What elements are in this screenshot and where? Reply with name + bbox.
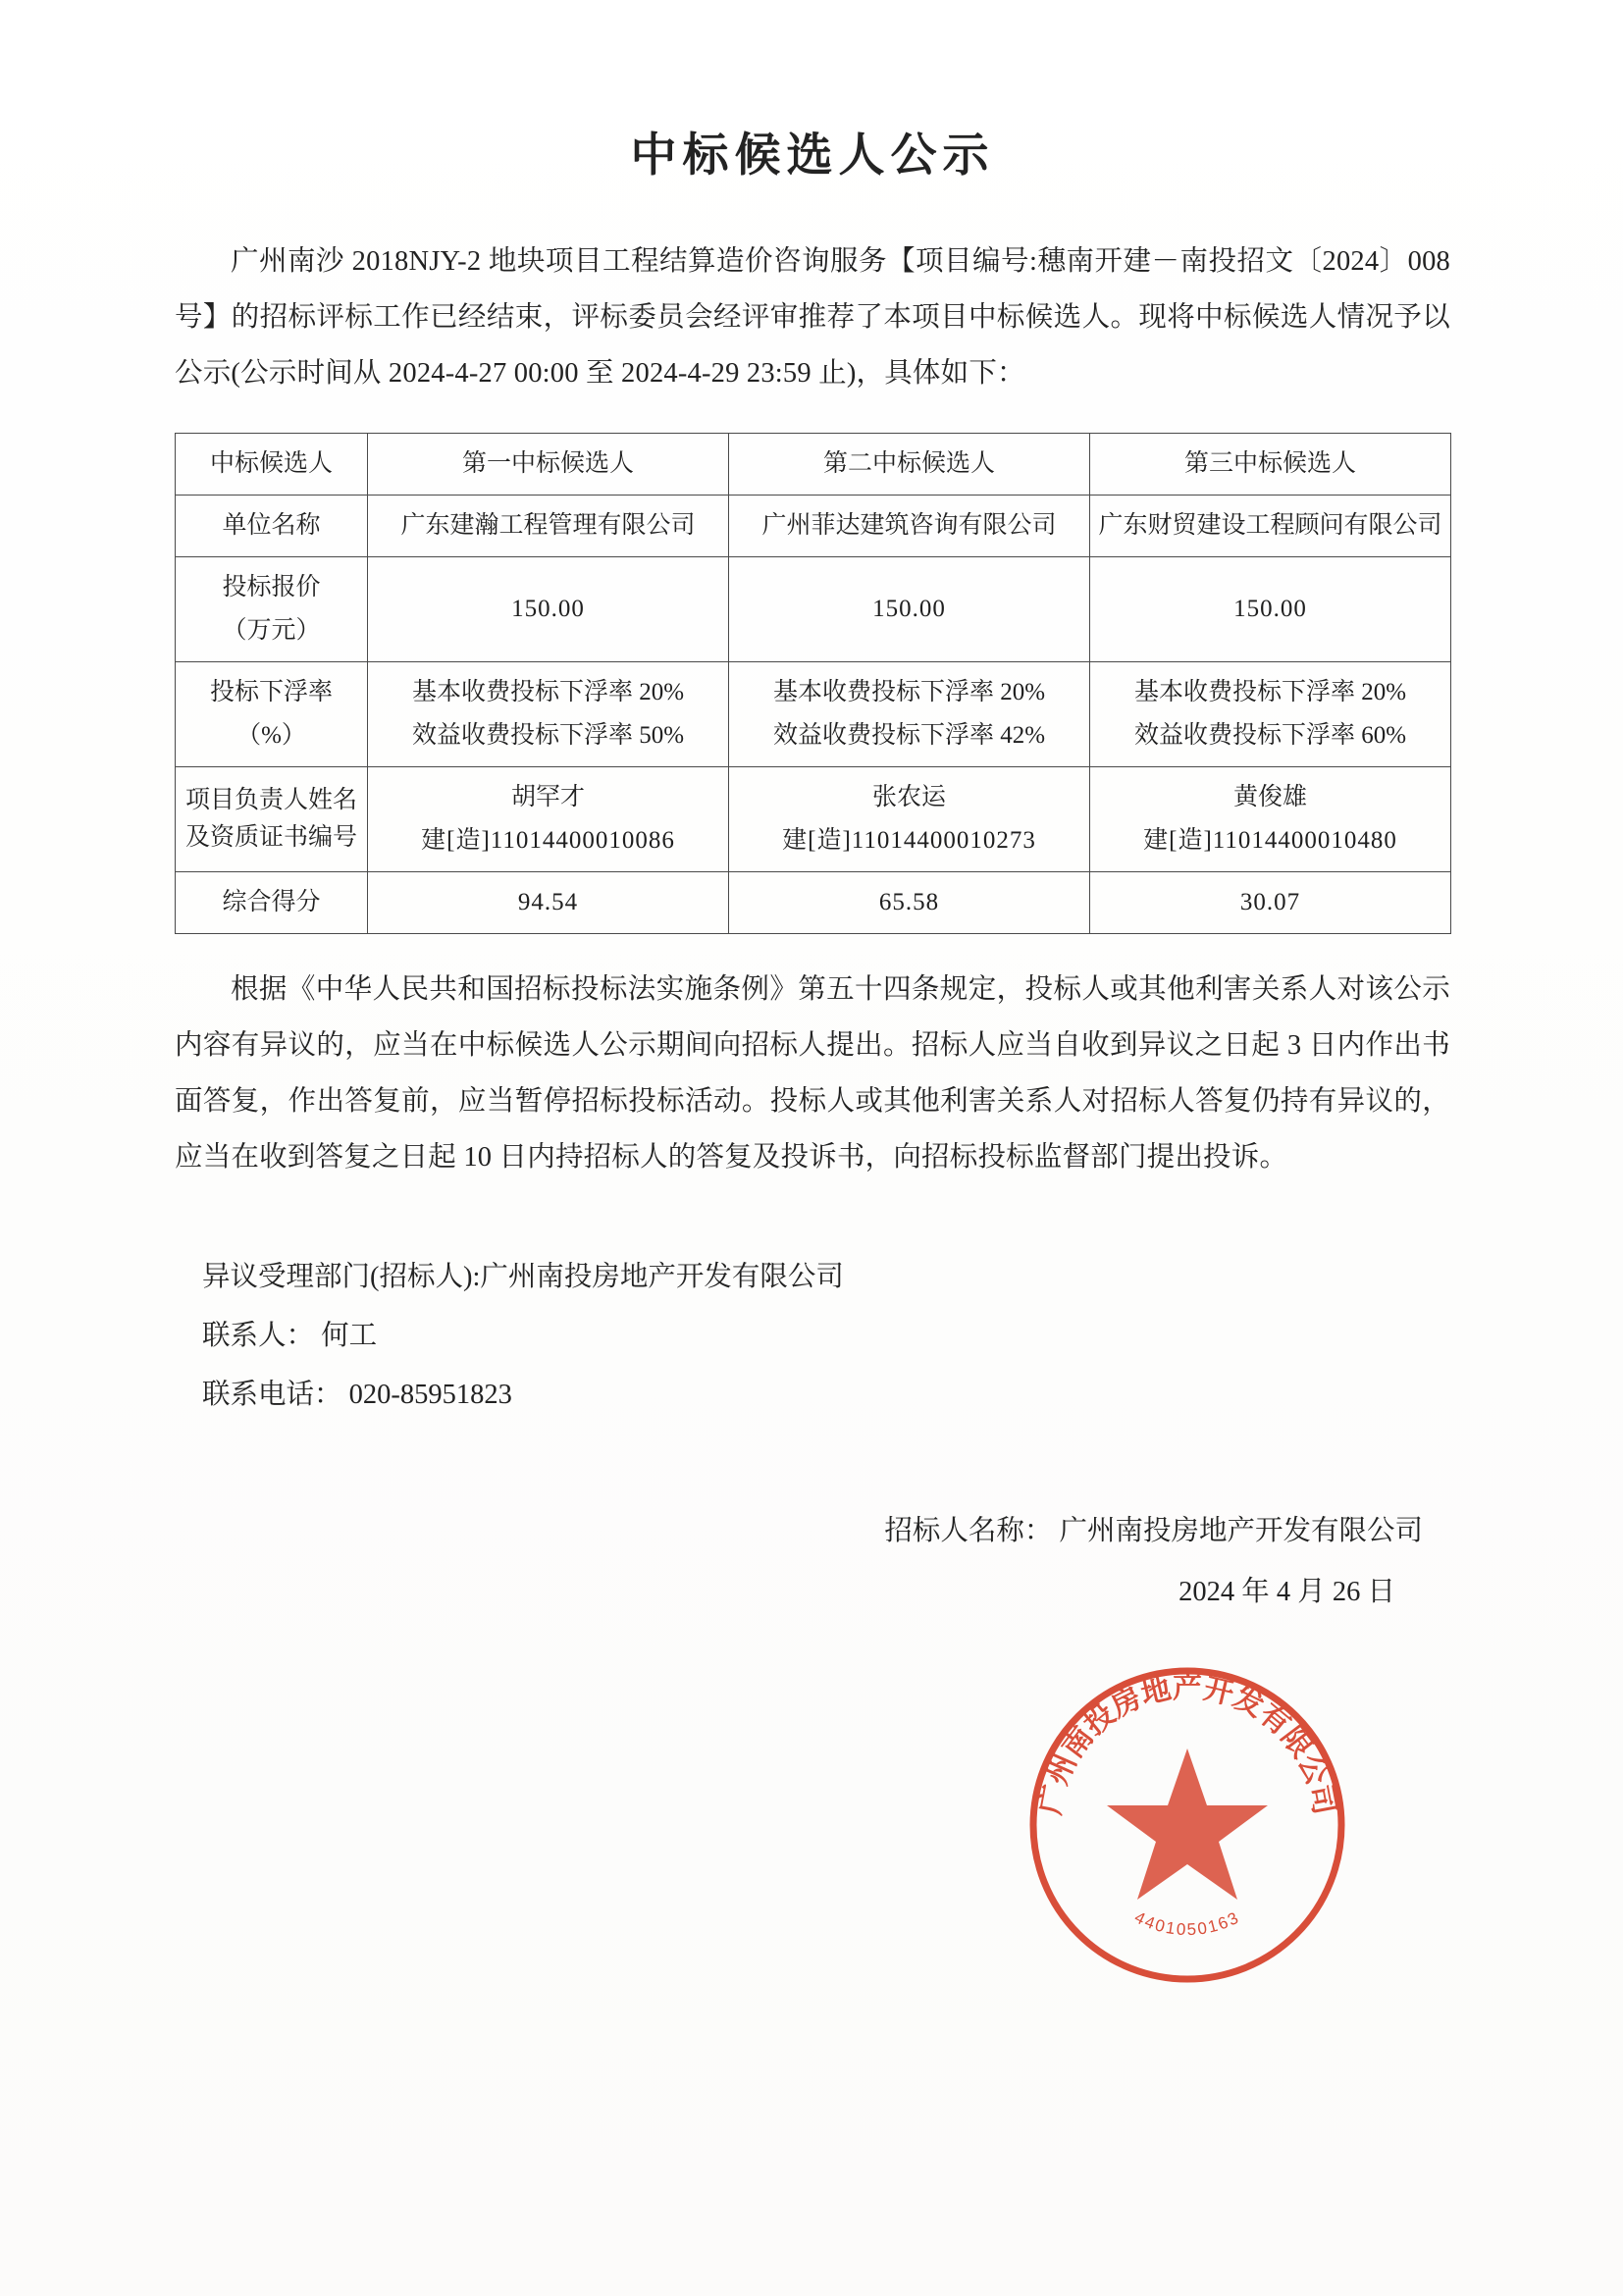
row-label-bid-price — [176, 557, 368, 662]
signature-block — [175, 1501, 1450, 1623]
table-header-row — [176, 434, 1451, 496]
manager-cert: 建[造]11014400010086 — [421, 827, 675, 855]
cell-manager-3 — [1090, 767, 1451, 872]
manager-name: 张农运 — [871, 784, 946, 811]
table-header-cell: 第一中标候选人 — [368, 434, 729, 496]
basic-fee-discount: 基本收费投标下浮率 20% — [772, 679, 1046, 706]
cell-price-3: 150.00 — [1090, 557, 1451, 662]
tenderer-name-line: 招标人名称： 广州南投房地产开发有限公司 — [884, 1516, 1423, 1547]
table-header-cell: 第三中标候选人 — [1090, 434, 1451, 496]
cell-discount-3 — [1090, 662, 1451, 767]
cell-score-3: 30.07 — [1090, 872, 1451, 934]
row-label-main: 投标报价 — [222, 574, 321, 601]
cell-discount-1 — [368, 662, 729, 767]
row-label-company-name: 单位名称 — [176, 496, 368, 557]
row-label-manager-cert: 项目负责人姓名及资质证书编号 — [176, 767, 368, 872]
contact-block — [175, 1248, 1450, 1425]
benefit-fee-discount: 效益收费投标下浮率 60% — [1133, 722, 1407, 750]
signature-date-line: 2024 年 4 月 26 日 — [1178, 1577, 1395, 1608]
table-row — [176, 557, 1451, 662]
cell-score-1: 94.54 — [368, 872, 729, 934]
manager-name: 胡罕才 — [510, 784, 585, 811]
document-content — [175, 128, 1450, 1623]
cell-price-2: 150.00 — [729, 557, 1090, 662]
benefit-fee-discount: 效益收费投标下浮率 42% — [772, 722, 1046, 750]
basic-fee-discount: 基本收费投标下浮率 20% — [411, 679, 685, 706]
manager-cert: 建[造]11014400010273 — [782, 827, 1036, 855]
intro-paragraph: 广州南沙 2018NJY-2 地块项目工程结算造价咨询服务【项目编号:穗南开建－南投招文〔2024〕008 号】的招标评标工作已经结束，评标委员会经评审推荐了本项目中标候选人。现将中标候选人情况予以公示(公示时间从 2024-4-27 00:00 至 2024-4-29 23:59 止)，具体如下： — [175, 246, 1450, 390]
table-row — [176, 662, 1451, 767]
seal-code: 4401050163 — [1131, 1907, 1243, 1940]
benefit-fee-discount: 效益收费投标下浮率 50% — [411, 722, 685, 750]
table-row — [176, 496, 1451, 557]
manager-cert: 建[造]11014400010480 — [1143, 827, 1397, 855]
page-title: 中标候选人公示 — [630, 129, 995, 181]
table-header-cell: 中标候选人 — [176, 434, 368, 496]
cell-score-2: 65.58 — [729, 872, 1090, 934]
cell-company-2: 广州菲达建筑咨询有限公司 — [729, 496, 1090, 557]
table-header-cell: 第二中标候选人 — [729, 434, 1090, 496]
candidates-table — [175, 433, 1451, 934]
manager-name: 黄俊雄 — [1232, 784, 1307, 811]
row-label-discount-rate — [176, 662, 368, 767]
objection-department-line: 异议受理部门(招标人):广州南投房地产开发有限公司 — [202, 1262, 844, 1293]
cell-manager-2 — [729, 767, 1090, 872]
contact-phone-line: 联系电话： 020-85951823 — [202, 1380, 512, 1411]
table-row — [176, 767, 1451, 872]
row-label-unit: （%） — [236, 722, 306, 750]
cell-company-3: 广东财贸建设工程顾问有限公司 — [1090, 496, 1451, 557]
table-row — [176, 872, 1451, 934]
cell-price-1: 150.00 — [368, 557, 729, 662]
contact-person-line: 联系人： 何工 — [202, 1321, 378, 1352]
cell-discount-2 — [729, 662, 1090, 767]
row-label-unit: （万元） — [222, 617, 321, 645]
legal-paragraph: 根据《中华人民共和国招标投标法实施条例》第五十四条规定，投标人或其他利害关系人对该公示内容有异议的，应当在中标候选人公示期间向招标人提出。招标人应当自收到异议之日起 3 日内作出书面答复，作出答复前，应当暂停招标投标活动。投标人或其他利害关系人对招标人答复仍持有异议的，应当在收到答复之日起 10 日内持招标人的答复及投诉书，向招标投标监督部门提出投诉。 — [175, 974, 1450, 1174]
row-label-main: 投标下浮率 — [209, 679, 333, 706]
cell-manager-1 — [368, 767, 729, 872]
basic-fee-discount: 基本收费投标下浮率 20% — [1133, 679, 1407, 706]
cell-company-1: 广东建瀚工程管理有限公司 — [368, 496, 729, 557]
row-label-total-score: 综合得分 — [176, 872, 368, 934]
seal-org-name: 广州南投房地产开发有限公司 — [1033, 1672, 1341, 1818]
